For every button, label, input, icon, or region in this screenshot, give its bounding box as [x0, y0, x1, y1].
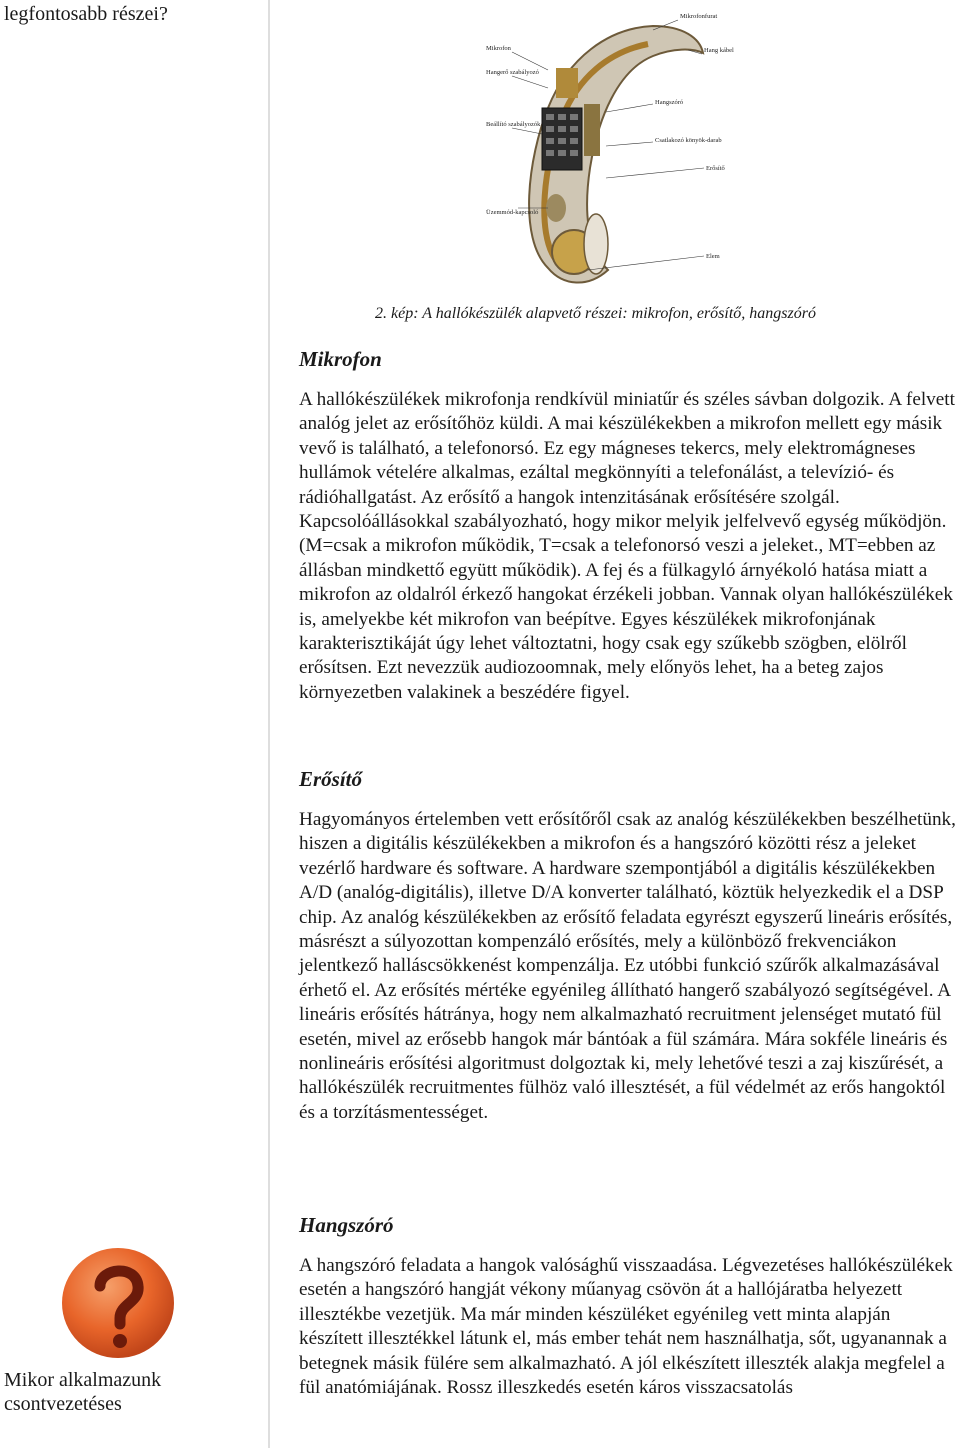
figure-caption: 2. kép: A hallókészülék alapvető részei: mikrofon, erősítő, hangszóró: [375, 305, 816, 322]
figure-label-hangszoro: Hangszóró: [655, 99, 684, 106]
section-text-hangszoro: A hangszóró feladata a hangok valósághű visszaadása. Légvezetéses hallókészülékek esetén a hangszóró hangját vékony műanyag csövön át a hallójáratba helyezett illesztékbe vezetjük. Ma már minden készüléket egyénileg vett minta alapján készített illesztékkel látunk el, más ember tehát nem használhatja, sőt, ugyanannak a betegnek másik fülére sem alkalmazható. A jól elkészített illeszték alakja megfelel a fül anatómiájának. Rossz illeszkedés esetén káros visszacsatolás: [299, 1255, 953, 1399]
column-divider: [268, 0, 270, 1448]
sidebar-question-top: legfontosabb részei?: [4, 3, 168, 25]
figure-label-uzemmod: Üzemmód-kapcsoló: [486, 209, 539, 216]
sidebar-question-bottom: [4, 1368, 161, 1416]
section-heading-mikrofon: Mikrofon: [299, 347, 382, 371]
sidebar-bottom-line2: csontvezetéses: [4, 1393, 122, 1415]
section-text-erosito: Hagyományos értelemben vett erősítőről csak az analóg készülékekben beszélhetünk, hiszen a digitális készülékekben a mikrofon és a hangszóró közötti rész a jeleket vezérlő hardware és software. A hardware szempontjából a digitális készülékekben A/D (analóg-digitális), illetve D/A konverter található, köztük helyezkedik el a DSP chip. Az analóg készülékekben az erősítő feladata egyrészt egyszerű lineáris erősítés, másrészt a súlyozottan kompenzáló erősítés, mely a különböző frekvenciákon jelentkező halláscsökkenést kompenzálja. Ez utóbbi funkció szűrők alkalmazásával érhető el. Az erősítés mértéke egyénileg állítható hangerő szabályozó segítségével. A lineáris erősítés hátránya, hogy nem alkalmazható recruitment jelenséget mutató fül esetén, mivel az erősebb hangok már bántóak a fül számára. Mára sokféle lineáris és nonlineáris erősítési algoritmust dolgoztak ki, mely lehetővé teszi a zaj kiszűrését, a hallókészülék recruitmentes fülhöz való illesztését, a fül védelmét az erős hangoktól és a torzításmentességet.: [299, 809, 956, 1123]
figure-label-beallo: Beállító szabályozók: [486, 121, 541, 128]
figure-label-mikrofon: Mikrofon: [486, 45, 511, 52]
section-heading-erosito: Erősítő: [299, 767, 363, 791]
section-text-mikrofon: A hallókészülékek mikrofonja rendkívül miniatűr és széles sávban dolgozik. A felvett analóg jelet az erősítőhöz küldi. A mai készülékekben a mikrofon mellett egy másik vevő is található, a telefonorsó. Ez egy mágneses tekercs, mely elektromágneses hullámok vételére alkalmas, ezáltal megkönnyíti a telefonálást, a televízió- és rádióhallgatást. Az erősítő a hangok intenzitásának erősítésére szolgál. Kapcsolóállásokkal szabályozható, hogy mikor melyik jelfelvevő egység működjön. (M=csak a mikrofon működik, T=csak a telefonorsó veszi a jeleket., MT=ebben az állásban mindkettő együtt működik). A fej és a fülkagyló árnyékoló hatása miatt a mikrofon az oldalról érkező hangokat érzékeli jobban. Vannak olyan hallókészülékek is, amelyekbe két mikrofon van beépítve. Egyes készülékek mikrofonjának karakterisztikáját úgy lehet változtatni, hogy csak egy szűkebb szögben, elölről erősítsen. Ezt nevezzük audiozoomnak, mely előnyös lehet, ha a beteg zajos környezetben valakinek a beszédére figyel.: [299, 389, 955, 703]
figure-label-elem: Elem: [706, 253, 720, 260]
figure-label-csatlakozo: Csatlakozó könyök-darab: [655, 137, 722, 144]
figure-label-hang-kabel: Hang kábel: [704, 47, 734, 54]
figure-label-mikrofonfurat: Mikrofonfurat: [680, 13, 718, 20]
figure-label-erosito: Erősítő: [706, 165, 725, 172]
question-mark-icon: [60, 1246, 176, 1360]
sidebar: [0, 0, 268, 1448]
sidebar-bottom-line1: Mikor alkalmazunk: [4, 1369, 162, 1391]
section-heading-hangszoro: Hangszóró: [299, 1213, 394, 1237]
figure-label-hangero: Hangerő szabályozó: [486, 69, 539, 76]
hearing-aid-figure: [478, 8, 740, 302]
